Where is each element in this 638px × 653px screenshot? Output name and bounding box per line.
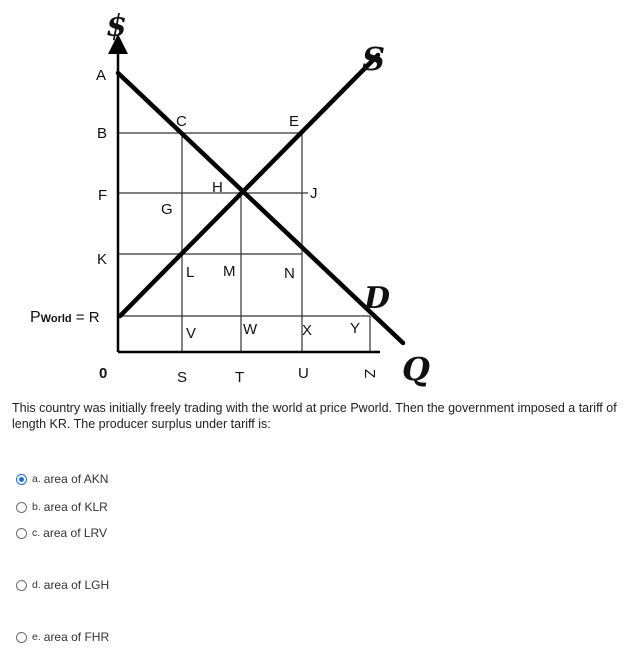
option-a-letter: a. — [32, 473, 41, 485]
region-label-j: J — [310, 185, 318, 202]
option-d-radio[interactable] — [16, 580, 27, 591]
region-label-g: G — [161, 201, 173, 218]
region-label-e: E — [289, 113, 300, 130]
pworld-equals: = — [71, 309, 89, 326]
region-label-m: M — [223, 263, 236, 280]
option-d[interactable] — [16, 578, 109, 592]
origin-label: 0 — [99, 365, 108, 382]
price-label-a: A — [96, 67, 107, 84]
quantity-label-u: U — [298, 365, 309, 382]
region-label-x: X — [302, 322, 313, 339]
option-c-letter: c. — [32, 527, 41, 539]
quantity-label-z: Z — [361, 369, 378, 379]
region-label-n: N — [284, 265, 295, 282]
option-e-radio[interactable] — [16, 632, 27, 643]
option-d-letter: d. — [32, 579, 41, 591]
option-e-text: area of FHR — [43, 630, 110, 644]
quantity-label-s: S — [177, 369, 188, 386]
supply-curve-label: S — [362, 40, 386, 78]
region-label-w: W — [243, 321, 258, 338]
region-label-c: C — [176, 113, 187, 130]
option-a-text: area of AKN — [43, 472, 109, 486]
price-label-b: B — [97, 125, 108, 142]
demand-curve-label: D — [364, 281, 391, 316]
y-axis-dollar-symbol: $ — [106, 9, 127, 44]
region-label-y: Y — [350, 320, 361, 337]
supply-line — [120, 55, 378, 316]
option-e-letter: e. — [32, 631, 41, 643]
price-label-k: K — [97, 251, 108, 268]
price-label-f: F — [98, 187, 108, 204]
option-b[interactable] — [16, 500, 108, 514]
option-c-radio[interactable] — [16, 528, 27, 539]
option-a-radio[interactable] — [16, 474, 27, 485]
pworld-p: P — [30, 309, 41, 326]
option-a[interactable] — [16, 472, 108, 486]
question-text: This country was initially freely trading with the world at price Pworld. Then the government imposed a tariff of length KR. The producer surplus under tariff is: — [12, 401, 617, 431]
region-label-h: H — [212, 179, 223, 196]
option-c-text: area of LRV — [43, 526, 107, 540]
quantity-label-t: T — [235, 369, 245, 386]
option-d-text: area of LGH — [43, 578, 110, 592]
pworld-subscript: World — [40, 313, 72, 325]
x-axis-q-symbol: Q — [402, 350, 430, 388]
option-c[interactable] — [16, 526, 107, 540]
grid-lines — [118, 133, 370, 352]
option-b-text: area of KLR — [43, 500, 108, 514]
region-label-v: V — [186, 325, 197, 342]
option-b-letter: b. — [32, 501, 41, 513]
price-label-r: R — [88, 309, 100, 326]
option-b-radio[interactable] — [16, 502, 27, 513]
region-label-l: L — [186, 264, 195, 281]
option-e[interactable] — [16, 630, 109, 644]
pworld-label — [30, 309, 100, 326]
